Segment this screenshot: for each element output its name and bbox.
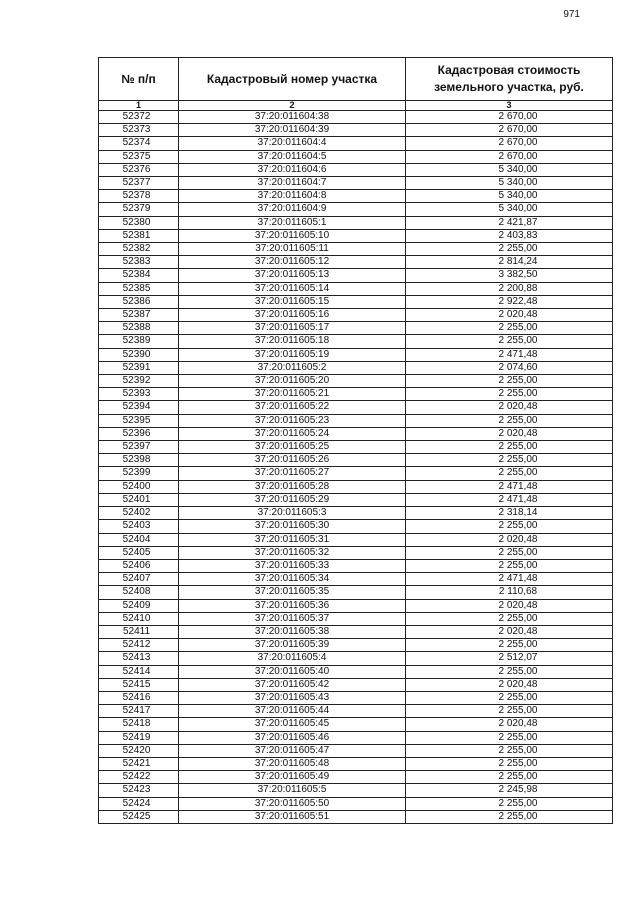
row-index: 52380 [99, 216, 179, 229]
row-index: 52381 [99, 229, 179, 242]
row-index: 52393 [99, 388, 179, 401]
cadastral-value: 2 255,00 [406, 388, 613, 401]
header-cadastral-value: Кадастровая стоимость земельного участка, руб. [406, 58, 613, 101]
row-index: 52384 [99, 269, 179, 282]
cadastral-value: 2 255,00 [406, 559, 613, 572]
row-index: 52396 [99, 427, 179, 440]
row-index: 52387 [99, 309, 179, 322]
table-row [99, 269, 613, 282]
table-row [99, 229, 613, 242]
table-row [99, 652, 613, 665]
cadastral-value: 2 255,00 [406, 335, 613, 348]
cadastral-value: 2 471,48 [406, 493, 613, 506]
row-index: 52422 [99, 771, 179, 784]
cadastral-number: 37:20:011605:36 [179, 599, 406, 612]
cadastral-value: 2 670,00 [406, 137, 613, 150]
row-index: 52377 [99, 177, 179, 190]
column-number-2: 2 [179, 101, 406, 111]
table-row [99, 533, 613, 546]
cadastral-value: 2 670,00 [406, 150, 613, 163]
cadastral-number: 37:20:011604:7 [179, 177, 406, 190]
cadastral-value: 2 245,98 [406, 784, 613, 797]
table-row [99, 150, 613, 163]
row-index: 52392 [99, 375, 179, 388]
cadastral-number: 37:20:011605:24 [179, 427, 406, 440]
row-index: 52417 [99, 705, 179, 718]
table-row [99, 190, 613, 203]
cadastral-value: 2 255,00 [406, 441, 613, 454]
table-row [99, 295, 613, 308]
cadastral-number: 37:20:011605:30 [179, 520, 406, 533]
cadastral-value: 2 255,00 [406, 705, 613, 718]
table-row [99, 546, 613, 559]
cadastral-value: 2 670,00 [406, 111, 613, 124]
cadastral-number: 37:20:011605:12 [179, 256, 406, 269]
cadastral-number: 37:20:011604:4 [179, 137, 406, 150]
cadastral-value: 2 255,00 [406, 665, 613, 678]
cadastral-value: 2 255,00 [406, 322, 613, 335]
cadastral-value: 2 255,00 [406, 375, 613, 388]
cadastral-number: 37:20:011604:8 [179, 190, 406, 203]
cadastral-value: 2 020,48 [406, 678, 613, 691]
table-row [99, 718, 613, 731]
row-index: 52414 [99, 665, 179, 678]
cadastral-number: 37:20:011605:50 [179, 797, 406, 810]
header-cadastral-number: Кадастровый номер участка [179, 58, 406, 101]
cadastral-value: 2 421,87 [406, 216, 613, 229]
cadastral-number: 37:20:011605:23 [179, 414, 406, 427]
row-index: 52382 [99, 243, 179, 256]
table-row [99, 375, 613, 388]
table-row [99, 454, 613, 467]
row-index: 52411 [99, 625, 179, 638]
row-index: 52416 [99, 691, 179, 704]
table-row [99, 361, 613, 374]
cadastral-value: 2 255,00 [406, 810, 613, 823]
cadastral-value: 2 110,68 [406, 586, 613, 599]
cadastral-number: 37:20:011605:15 [179, 295, 406, 308]
cadastral-number: 37:20:011605:3 [179, 507, 406, 520]
row-index: 52408 [99, 586, 179, 599]
cadastral-value: 5 340,00 [406, 203, 613, 216]
row-index: 52412 [99, 639, 179, 652]
row-index: 52373 [99, 124, 179, 137]
cadastral-number: 37:20:011605:42 [179, 678, 406, 691]
cadastral-number: 37:20:011605:22 [179, 401, 406, 414]
cadastral-value: 2 255,00 [406, 243, 613, 256]
table-row [99, 612, 613, 625]
row-index: 52406 [99, 559, 179, 572]
table-row [99, 691, 613, 704]
table-row [99, 784, 613, 797]
table-row [99, 322, 613, 335]
cadastral-value: 2 020,48 [406, 401, 613, 414]
cadastral-value: 2 318,14 [406, 507, 613, 520]
cadastral-number: 37:20:011605:33 [179, 559, 406, 572]
table-row [99, 309, 613, 322]
table-row [99, 810, 613, 823]
table-row [99, 757, 613, 770]
cadastral-value: 5 340,00 [406, 190, 613, 203]
cadastral-number: 37:20:011605:1 [179, 216, 406, 229]
cadastral-value: 2 471,48 [406, 480, 613, 493]
table-row [99, 427, 613, 440]
cadastral-value: 2 020,48 [406, 427, 613, 440]
row-index: 52402 [99, 507, 179, 520]
cadastral-value: 2 255,00 [406, 691, 613, 704]
row-index: 52388 [99, 322, 179, 335]
cadastral-number: 37:20:011605:49 [179, 771, 406, 784]
cadastral-value: 2 020,48 [406, 533, 613, 546]
cadastral-number: 37:20:011605:29 [179, 493, 406, 506]
cadastral-value: 2 512,07 [406, 652, 613, 665]
cadastral-value: 2 255,00 [406, 546, 613, 559]
table-row [99, 441, 613, 454]
row-index: 52385 [99, 282, 179, 295]
row-index: 52372 [99, 111, 179, 124]
cadastral-number: 37:20:011604:38 [179, 111, 406, 124]
table-row [99, 625, 613, 638]
row-index: 52395 [99, 414, 179, 427]
row-index: 52410 [99, 612, 179, 625]
cadastral-number: 37:20:011605:45 [179, 718, 406, 731]
cadastral-value: 2 670,00 [406, 124, 613, 137]
cadastral-value: 2 255,00 [406, 454, 613, 467]
cadastral-number: 37:20:011605:28 [179, 480, 406, 493]
row-index: 52376 [99, 163, 179, 176]
row-index: 52418 [99, 718, 179, 731]
row-index: 52397 [99, 441, 179, 454]
cadastral-value: 2 814,24 [406, 256, 613, 269]
row-index: 52407 [99, 573, 179, 586]
row-index: 52374 [99, 137, 179, 150]
table-row [99, 163, 613, 176]
cadastral-number: 37:20:011605:51 [179, 810, 406, 823]
row-index: 52424 [99, 797, 179, 810]
cadastral-value: 2 074,60 [406, 361, 613, 374]
row-index: 52404 [99, 533, 179, 546]
row-index: 52386 [99, 295, 179, 308]
row-index: 52419 [99, 731, 179, 744]
row-index: 52399 [99, 467, 179, 480]
cadastral-number: 37:20:011605:35 [179, 586, 406, 599]
table-row [99, 256, 613, 269]
table-row [99, 639, 613, 652]
table-header-row [99, 58, 613, 101]
row-index: 52415 [99, 678, 179, 691]
row-index: 52425 [99, 810, 179, 823]
row-index: 52413 [99, 652, 179, 665]
cadastral-value: 2 255,00 [406, 797, 613, 810]
table-row [99, 111, 613, 124]
cadastral-number: 37:20:011605:44 [179, 705, 406, 718]
cadastral-number: 37:20:011605:37 [179, 612, 406, 625]
cadastral-value: 2 255,00 [406, 744, 613, 757]
table-row [99, 744, 613, 757]
row-index: 52394 [99, 401, 179, 414]
cadastral-value: 2 255,00 [406, 771, 613, 784]
table-row [99, 335, 613, 348]
table-row [99, 282, 613, 295]
cadastral-value: 2 200,88 [406, 282, 613, 295]
row-index: 52421 [99, 757, 179, 770]
cadastral-value: 2 020,48 [406, 718, 613, 731]
cadastral-number: 37:20:011604:6 [179, 163, 406, 176]
table-row [99, 520, 613, 533]
table-row [99, 243, 613, 256]
cadastral-number: 37:20:011605:13 [179, 269, 406, 282]
cadastral-number: 37:20:011604:9 [179, 203, 406, 216]
cadastral-number: 37:20:011605:20 [179, 375, 406, 388]
column-number-row [99, 101, 613, 111]
row-index: 52375 [99, 150, 179, 163]
cadastral-number: 37:20:011605:26 [179, 454, 406, 467]
cadastral-number: 37:20:011605:47 [179, 744, 406, 757]
table-row [99, 493, 613, 506]
table-row [99, 414, 613, 427]
table-row [99, 177, 613, 190]
column-number-3: 3 [406, 101, 613, 111]
cadastral-value: 2 255,00 [406, 731, 613, 744]
cadastral-number: 37:20:011605:11 [179, 243, 406, 256]
cadastral-number: 37:20:011605:18 [179, 335, 406, 348]
cadastral-value: 2 255,00 [406, 520, 613, 533]
table-row [99, 467, 613, 480]
cadastral-number: 37:20:011605:10 [179, 229, 406, 242]
cadastral-number: 37:20:011605:17 [179, 322, 406, 335]
table-row [99, 797, 613, 810]
cadastral-number: 37:20:011605:31 [179, 533, 406, 546]
row-index: 52398 [99, 454, 179, 467]
cadastral-value: 3 382,50 [406, 269, 613, 282]
row-index: 52378 [99, 190, 179, 203]
table-row [99, 586, 613, 599]
row-index: 52405 [99, 546, 179, 559]
cadastral-value: 5 340,00 [406, 177, 613, 190]
cadastral-number: 37:20:011605:19 [179, 348, 406, 361]
table-body [99, 111, 613, 824]
cadastral-value: 2 471,48 [406, 348, 613, 361]
table-row [99, 731, 613, 744]
cadastral-value: 2 020,48 [406, 309, 613, 322]
table-row [99, 401, 613, 414]
cadastral-value: 2 922,48 [406, 295, 613, 308]
table-row [99, 137, 613, 150]
cadastral-value: 2 471,48 [406, 573, 613, 586]
cadastral-number: 37:20:011605:4 [179, 652, 406, 665]
cadastral-value: 5 340,00 [406, 163, 613, 176]
cadastral-value: 2 255,00 [406, 612, 613, 625]
table-row [99, 573, 613, 586]
cadastral-number: 37:20:011605:46 [179, 731, 406, 744]
cadastral-number: 37:20:011605:5 [179, 784, 406, 797]
cadastral-table [98, 57, 613, 824]
cadastral-number: 37:20:011605:32 [179, 546, 406, 559]
table-row [99, 705, 613, 718]
cadastral-value: 2 255,00 [406, 757, 613, 770]
table-row [99, 507, 613, 520]
cadastral-number: 37:20:011605:14 [179, 282, 406, 295]
table-row [99, 388, 613, 401]
row-index: 52400 [99, 480, 179, 493]
row-index: 52401 [99, 493, 179, 506]
row-index: 52420 [99, 744, 179, 757]
cadastral-value: 2 255,00 [406, 467, 613, 480]
row-index: 52403 [99, 520, 179, 533]
cadastral-value: 2 020,48 [406, 625, 613, 638]
table-row [99, 216, 613, 229]
table-row [99, 678, 613, 691]
row-index: 52391 [99, 361, 179, 374]
cadastral-number: 37:20:011605:2 [179, 361, 406, 374]
cadastral-value: 2 255,00 [406, 639, 613, 652]
table-row [99, 665, 613, 678]
cadastral-value: 2 020,48 [406, 599, 613, 612]
row-index: 52383 [99, 256, 179, 269]
row-index: 52423 [99, 784, 179, 797]
table-row [99, 599, 613, 612]
cadastral-number: 37:20:011605:38 [179, 625, 406, 638]
cadastral-number: 37:20:011604:39 [179, 124, 406, 137]
column-number-1: 1 [99, 101, 179, 111]
page-number: 971 [563, 9, 580, 20]
cadastral-number: 37:20:011605:40 [179, 665, 406, 678]
cadastral-number: 37:20:011605:39 [179, 639, 406, 652]
cadastral-value: 2 403,83 [406, 229, 613, 242]
cadastral-number: 37:20:011604:5 [179, 150, 406, 163]
cadastral-number: 37:20:011605:16 [179, 309, 406, 322]
table-row [99, 203, 613, 216]
table-row [99, 771, 613, 784]
cadastral-number: 37:20:011605:43 [179, 691, 406, 704]
cadastral-number: 37:20:011605:48 [179, 757, 406, 770]
cadastral-number: 37:20:011605:21 [179, 388, 406, 401]
cadastral-number: 37:20:011605:25 [179, 441, 406, 454]
table-row [99, 348, 613, 361]
row-index: 52379 [99, 203, 179, 216]
cadastral-number: 37:20:011605:34 [179, 573, 406, 586]
cadastral-value: 2 255,00 [406, 414, 613, 427]
table-row [99, 559, 613, 572]
cadastral-number: 37:20:011605:27 [179, 467, 406, 480]
row-index: 52390 [99, 348, 179, 361]
table-row [99, 480, 613, 493]
row-index: 52389 [99, 335, 179, 348]
row-index: 52409 [99, 599, 179, 612]
header-index: № п/п [99, 58, 179, 101]
table-row [99, 124, 613, 137]
